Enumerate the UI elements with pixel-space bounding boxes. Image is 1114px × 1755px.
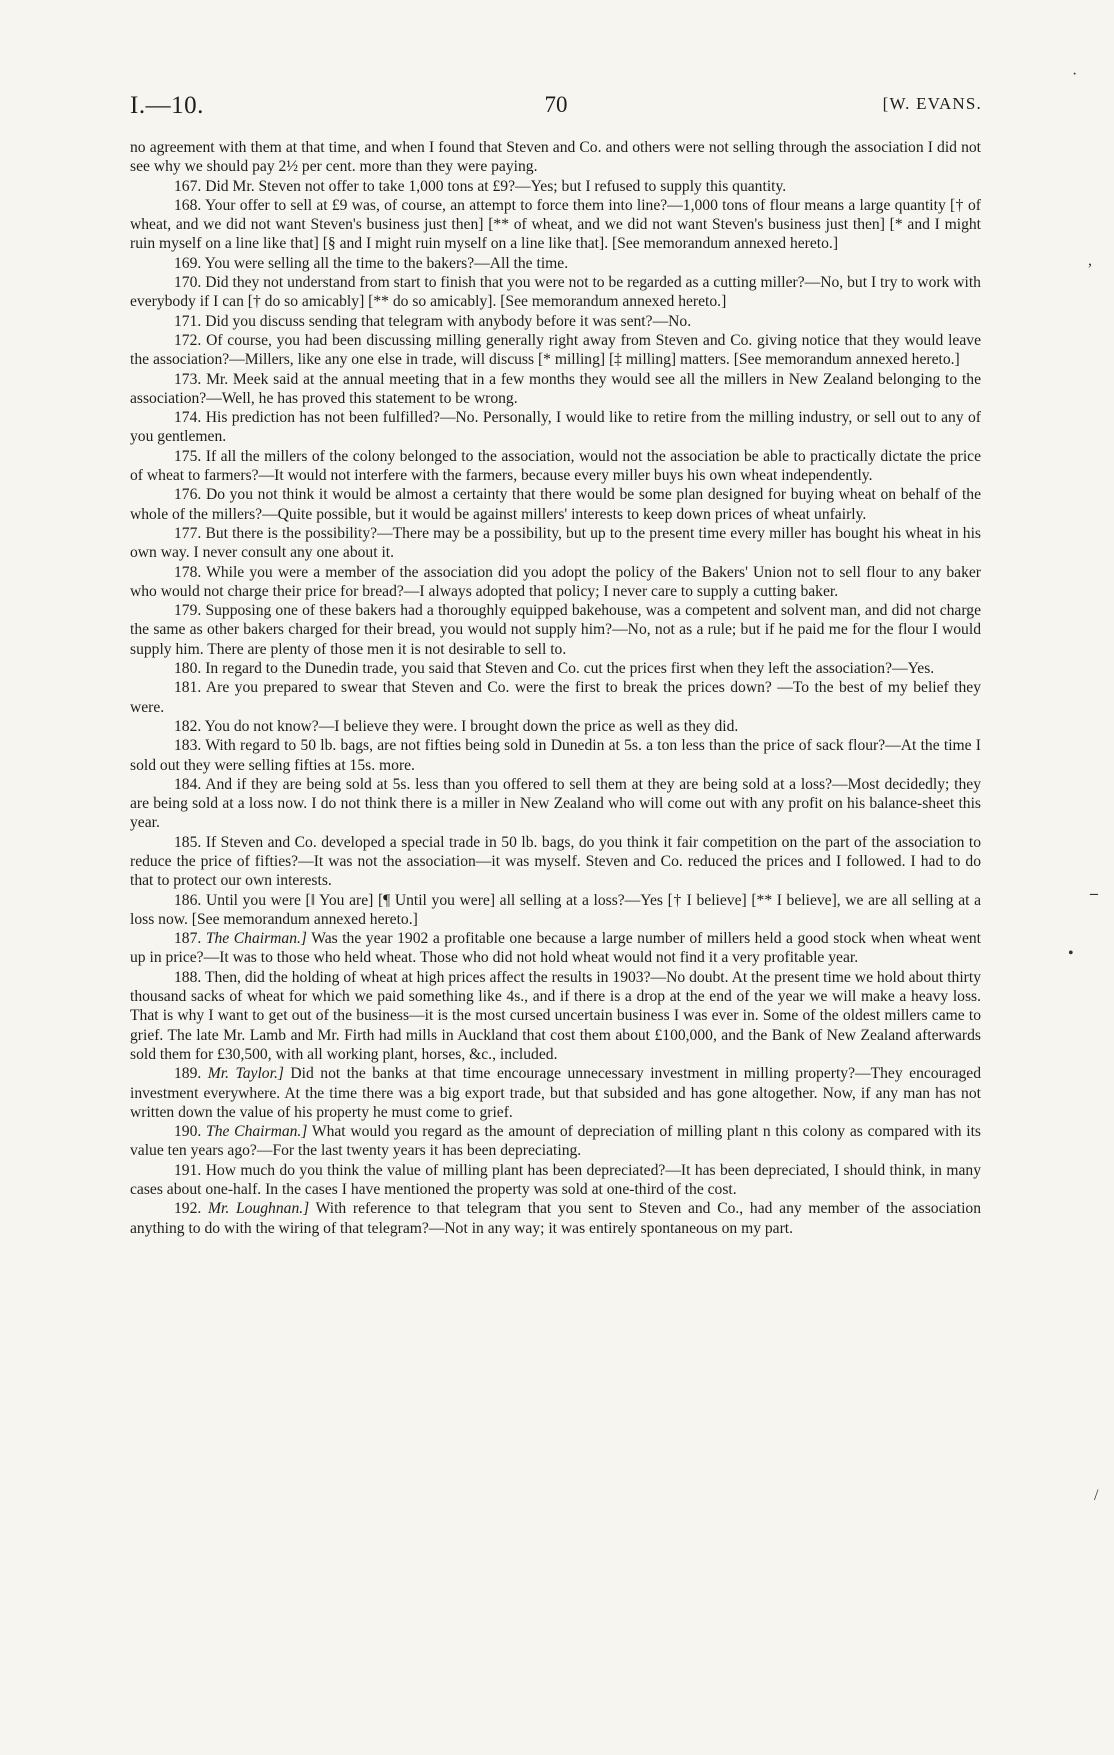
paragraph-text: Supposing one of these bakers had a thoroughly equipped bakehouse, was a competent and solvent man, and did not charge the same as other bakers charged for their bread, you would not supply him?—No, not as a rule; but if he paid me for the flour I would supply him. There are plenty of those men it is not desirable to sell to. [130,602,981,658]
question-paragraph [130,563,981,602]
question-paragraph [130,891,981,930]
paragraph-text: Mr. Meek said at the annual meeting that in a few months they would see all the millers in New Zealand belonging to the association?—Well, he has proved this statement to be wrong. [130,370,981,407]
question-number: 180. [174,660,202,678]
paragraph-text: While you were a member of the association did you adopt the policy of the Bakers' Union not to sell flour to any baker who would not charge their price for bread?—I always adopted that policy; I never care to supply a cutting baker. [130,563,981,600]
scan-speck: – [1090,885,1098,902]
question-paragraph [130,775,981,833]
question-paragraph [130,1199,981,1238]
question-number: 177. [174,524,202,542]
paragraph-text: Then, did the holding of wheat at high prices affect the results in 1903?—No doubt. At the present time we hold about thirty thousand sacks of wheat for which we paid something like 4s., and if there is a drop at the end of the year we will make a heavy loss. That is why I want to get out of the business—it is the most cursed uncertain business I was ever in. Some of the oldest millers came to grief. The late Mr. Lamb and Mr. Firth had mills in Auckland that cost them about £100,000, and the Bank of New Zealand afterwards sold them for £30,500, with all working plant, horses, &c., included. [130,968,981,1063]
document-reference: I.—10. [130,92,204,119]
paragraph-text: Until you were [‖ You are] [¶ Until you were] all selling at a loss?—Yes [† I believe] [** I believe], we are all selling at a loss now. [See memorandum annexed hereto.] [130,891,981,928]
question-number: 182. [174,717,202,735]
question-paragraph [130,968,981,1064]
paragraph-text: With reference to that telegram that you sent to Steven and Co., had any member of the association anything to do with the wiring of that telegram?—Not in any way; it was entirely spontaneous on my part. [130,1200,982,1237]
question-paragraph [130,717,981,736]
question-paragraph [130,601,981,659]
question-number: 183. [174,737,202,755]
question-number: 179. [174,602,202,620]
paragraph-text: What would you regard as the amount of depreciation of milling plant n this colony as compared with its value ten years ago?—For the last twenty years it has been depreciating. [130,1123,981,1160]
question-paragraph [130,524,981,563]
question-paragraph [130,370,981,409]
paragraph-text: Your offer to sell at £9 was, of course, an attempt to force them into line?—1,000 tons of flour means a large quantity [† of wheat, and we did not want Steven's business just then] [** of wheat, and we did not want Steven's business just then] [* and I might ruin myself on a line like that] [§ and I might ruin myself on a line like that]. [See memorandum annexed hereto.] [130,196,981,253]
question-number: 173. [174,370,202,388]
paragraph-text: But there is the possibility?—There may be a possibility, but up to the present time every miller has bought his wheat in his own way. I never consult any one about it. [130,524,981,562]
question-number: 185. [174,833,202,851]
question-number: 186. [174,891,202,909]
paragraph-text: Of course, you had been discussing milling generally right away from Steven and Co. giving notice that they would leave the association?—Millers, like any one else in trade, will discuss [* milling] [‡ milling] matters. [See memorandum annexed hereto.] [130,331,981,369]
question-number: 184. [174,775,202,793]
question-paragraph [130,331,981,370]
paragraph-text: How much do you think the value of milling plant has been depreciated?—It has been depreciated, I should think, in many cases about one-half. In the cases I have mentioned the property was sold at one-third of the cost. [130,1161,981,1199]
speaker-name: The Chairman.] [205,930,307,948]
speaker-name: The Chairman.] [206,1123,308,1141]
question-paragraph [130,678,981,717]
question-number: 181. [174,679,202,697]
scan-speck: / [1094,1487,1099,1504]
paragraph-text: If Steven and Co. developed a special trade in 50 lb. bags, do you think it fair competition on the part of the association to reduce the price of fifties?—It was not the association—it was myself. Steven and Co. reduced the prices and I followed. I had to do that to protect our own interests. [130,833,981,890]
question-number: 174. [174,409,202,427]
question-paragraph [130,408,981,447]
paragraph-text: Did Mr. Steven not offer to take 1,000 tons at £9?—Yes; but I refused to supply this quantity. [205,177,787,195]
question-paragraph [130,1161,981,1200]
paragraph-text: no agreement with them at that time, and when I found that Steven and Co. and others were not selling through the association I did not see why we should pay 2½ per cent. more than they were paying. [130,139,981,176]
witness-name: [W. EVANS. [882,94,982,113]
question-paragraph [130,485,981,524]
question-number: 190. [174,1123,202,1141]
question-paragraph [130,447,981,486]
question-number: 169. [174,254,202,272]
question-paragraph [130,273,981,312]
speaker-name: Mr. Taylor.] [207,1065,284,1083]
question-paragraph [130,1064,981,1122]
paragraph-text: Do you not think it would be almost a certainty that there would be some plan designed for buying wheat on behalf of the whole of the millers?—Quite possible, but it would be against millers' interests to keep down prices of wheat unfairly. [130,486,981,523]
paragraph-text: Did not the banks at that time encourage unnecessary investment in milling property?—They encouraged investment everywhere. At the time there was a big export trade, but that subsided and has gone altogether. Now, if any man has not written down the value of his property he must come to grief. [130,1065,982,1121]
paragraph-text: Are you prepared to swear that Steven and Co. were the first to break the prices down? —To the best of my belief they were. [130,679,981,716]
question-paragraph [130,929,981,968]
question-number: 167. [174,177,202,195]
question-number: 191. [174,1161,202,1179]
question-number: 192. [174,1200,202,1218]
question-number: 189. [174,1065,202,1083]
evidence-transcript [130,138,981,1238]
question-paragraph [130,254,981,273]
question-paragraph [130,312,981,331]
question-number: 176. [174,486,202,504]
question-paragraph [130,659,981,678]
paragraph-text: In regard to the Dunedin trade, you said that Steven and Co. cut the prices first when they left the association?—Yes. [205,660,935,678]
scan-speck: , [1088,252,1092,269]
question-number: 178. [174,563,202,581]
question-paragraph [130,177,981,196]
question-paragraph [130,833,981,891]
paragraph-text: If all the millers of the colony belonged to the association, would not the association be able to practically dictate the price of wheat to farmers?—It would not interfere with the farmers, because every miller buys his own wheat independently. [130,447,981,485]
paragraph-text: Did you discuss sending that telegram with anybody before it was sent?—No. [205,312,692,330]
scan-speck: · [1072,66,1078,83]
paragraph-text: Was the year 1902 a profitable one because a large number of millers held a good stock when wheat went up in price?—It was to those who held wheat. Those who did not hold wheat would not find it a very profitable year. [130,930,981,967]
question-paragraph [130,1122,981,1161]
paragraph-text: His prediction has not been fulfilled?—No. Personally, I would like to retire from the milling industry, or sell out to any of you gentlemen. [130,409,981,446]
scan-speck: • [1068,945,1074,962]
paragraph-text: You do not know?—I believe they were. I brought down the price as well as they did. [204,717,739,735]
question-number: 175. [174,447,202,465]
question-paragraph [130,736,981,775]
question-number: 172. [174,331,202,349]
continued-paragraph [130,138,981,177]
page-number: 70 [544,92,568,117]
question-number: 188. [174,968,202,986]
paragraph-text: With regard to 50 lb. bags, are not fifties being sold in Dunedin at 5s. a ton less than the price of sack flour?—At the time I sold out they were selling fifties at 15s. more. [130,737,981,774]
paragraph-text: Did they not understand from start to finish that you were not to be regarded as a cutting miller?—No, but I try to work with everybody if I can [† do so amicably] [** do so amicably]. [See memorandum annexed hereto.] [130,274,981,311]
page-header [130,92,982,124]
speaker-name: Mr. Loughnan.] [208,1200,310,1218]
question-number: 171. [174,312,202,330]
question-number: 168. [174,196,202,214]
question-number: 170. [174,274,202,292]
paragraph-text: And if they are being sold at 5s. less than you offered to sell them at they are being sold at a loss?—Most decidedly; they are being sold at a loss now. I do not think there is a miller in New Zealand who will come out with any profit on his balance-sheet this year. [130,775,981,832]
question-paragraph [130,196,981,254]
paragraph-text: You were selling all the time to the bakers?—All the time. [204,254,569,272]
question-number: 187. [174,930,202,948]
